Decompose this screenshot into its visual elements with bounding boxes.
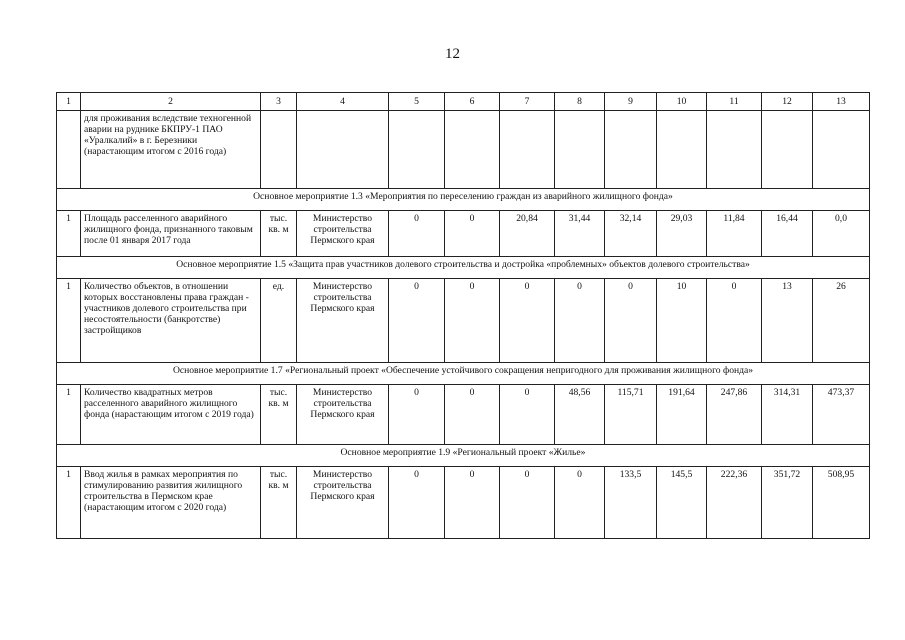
row-number-cell: 1 (57, 211, 81, 257)
indicator-row (57, 385, 870, 445)
value-cell: 351,72 (762, 467, 813, 539)
value-cell: 0 (555, 279, 605, 363)
header-cell: 6 (445, 93, 500, 111)
indicator-row (57, 279, 870, 363)
value-cell: 26 (813, 279, 870, 363)
header-cell: 9 (605, 93, 657, 111)
value-cell: 0 (500, 385, 555, 445)
indicator-name-cell: Ввод жилья в рамках мероприятия по стимулированию развития жилищного строительства в Пермском крае (нарастающим итогом с 2020 года) (81, 467, 261, 539)
indicator-name-cell: для проживания вследствие техногенной аварии на руднике БКПРУ-1 ПАО «Уралкалий» в г. Березники (нарастающим итогом с 2016 года) (81, 111, 261, 189)
row-number-cell: 1 (57, 279, 81, 363)
unit-cell: тыс. кв. м (261, 467, 297, 539)
header-cell: 11 (707, 93, 762, 111)
header-cell: 1 (57, 93, 81, 111)
indicator-name-cell: Количество квадратных метров расселенного аварийного жилищного фонда (нарастающим итогом с 2019 года) (81, 385, 261, 445)
executor-cell: Министерство строительства Пермского края (297, 467, 389, 539)
value-cell: 0 (445, 385, 500, 445)
value-cell: 16,44 (762, 211, 813, 257)
value-cell: 115,71 (605, 385, 657, 445)
header-cell: 5 (389, 93, 445, 111)
section-title-row (57, 189, 870, 211)
value-cell: 31,44 (555, 211, 605, 257)
header-cell: 13 (813, 93, 870, 111)
value-cell: 473,37 (813, 385, 870, 445)
section-title-row (57, 445, 870, 467)
value-cell: 0 (445, 467, 500, 539)
header-cell: 4 (297, 93, 389, 111)
value-cell: 10 (657, 279, 707, 363)
header-cell: 3 (261, 93, 297, 111)
section-title: Основное мероприятие 1.9 «Региональный проект «Жилье» (57, 445, 870, 467)
header-cell: 2 (81, 93, 261, 111)
value-cell: 247,86 (707, 385, 762, 445)
value-cell: 0 (389, 279, 445, 363)
indicator-name-cell: Площадь расселенного аварийного жилищного фонда, признанного таковым после 01 января 2017 года (81, 211, 261, 257)
indicator-row (57, 467, 870, 539)
indicators-table (56, 92, 870, 539)
value-cell: 0 (605, 279, 657, 363)
row-number-cell: 1 (57, 467, 81, 539)
executor-cell: Министерство строительства Пермского края (297, 385, 389, 445)
value-cell: 222,36 (707, 467, 762, 539)
section-title-row (57, 257, 870, 279)
value-cell: 32,14 (605, 211, 657, 257)
continued-row (57, 111, 870, 189)
value-cell: 29,03 (657, 211, 707, 257)
row-number-cell (57, 111, 81, 189)
header-cell: 8 (555, 93, 605, 111)
value-cell: 0 (389, 467, 445, 539)
section-title-row (57, 363, 870, 385)
value-cell: 0 (389, 211, 445, 257)
indicator-name-cell: Количество объектов, в отношении которых восстановлены права граждан - участников долевого строительства при несостоятельности (банкротстве) застройщиков (81, 279, 261, 363)
value-cell: 0 (500, 467, 555, 539)
value-cell: 508,95 (813, 467, 870, 539)
value-cell: 0 (445, 211, 500, 257)
unit-cell: тыс. кв. м (261, 211, 297, 257)
header-cell: 7 (500, 93, 555, 111)
value-cell: 0 (389, 385, 445, 445)
header-cell: 12 (762, 93, 813, 111)
unit-cell: ед. (261, 279, 297, 363)
value-cell: 20,84 (500, 211, 555, 257)
value-cell: 0 (445, 279, 500, 363)
section-title: Основное мероприятие 1.5 «Защита прав участников долевого строительства и достройка «проблемных» объектов долевого строительства» (57, 257, 870, 279)
unit-cell: тыс. кв. м (261, 385, 297, 445)
header-cell: 10 (657, 93, 707, 111)
indicator-row (57, 211, 870, 257)
row-number-cell: 1 (57, 385, 81, 445)
value-cell: 11,84 (707, 211, 762, 257)
value-cell: 314,31 (762, 385, 813, 445)
page-number: 12 (445, 46, 460, 62)
value-cell: 145,5 (657, 467, 707, 539)
value-cell: 0 (500, 279, 555, 363)
value-cell: 133,5 (605, 467, 657, 539)
value-cell: 0 (555, 467, 605, 539)
executor-cell: Министерство строительства Пермского края (297, 211, 389, 257)
section-title: Основное мероприятие 1.7 «Региональный проект «Обеспечение устойчивого сокращения непригодного для проживания жилищного фонда» (57, 363, 870, 385)
header-row (57, 93, 870, 111)
value-cell: 191,64 (657, 385, 707, 445)
executor-cell: Министерство строительства Пермского края (297, 279, 389, 363)
value-cell: 0 (707, 279, 762, 363)
value-cell: 13 (762, 279, 813, 363)
value-cell: 0,0 (813, 211, 870, 257)
section-title: Основное мероприятие 1.3 «Мероприятия по переселению граждан из аварийного жилищного фонда» (57, 189, 870, 211)
value-cell: 48,56 (555, 385, 605, 445)
